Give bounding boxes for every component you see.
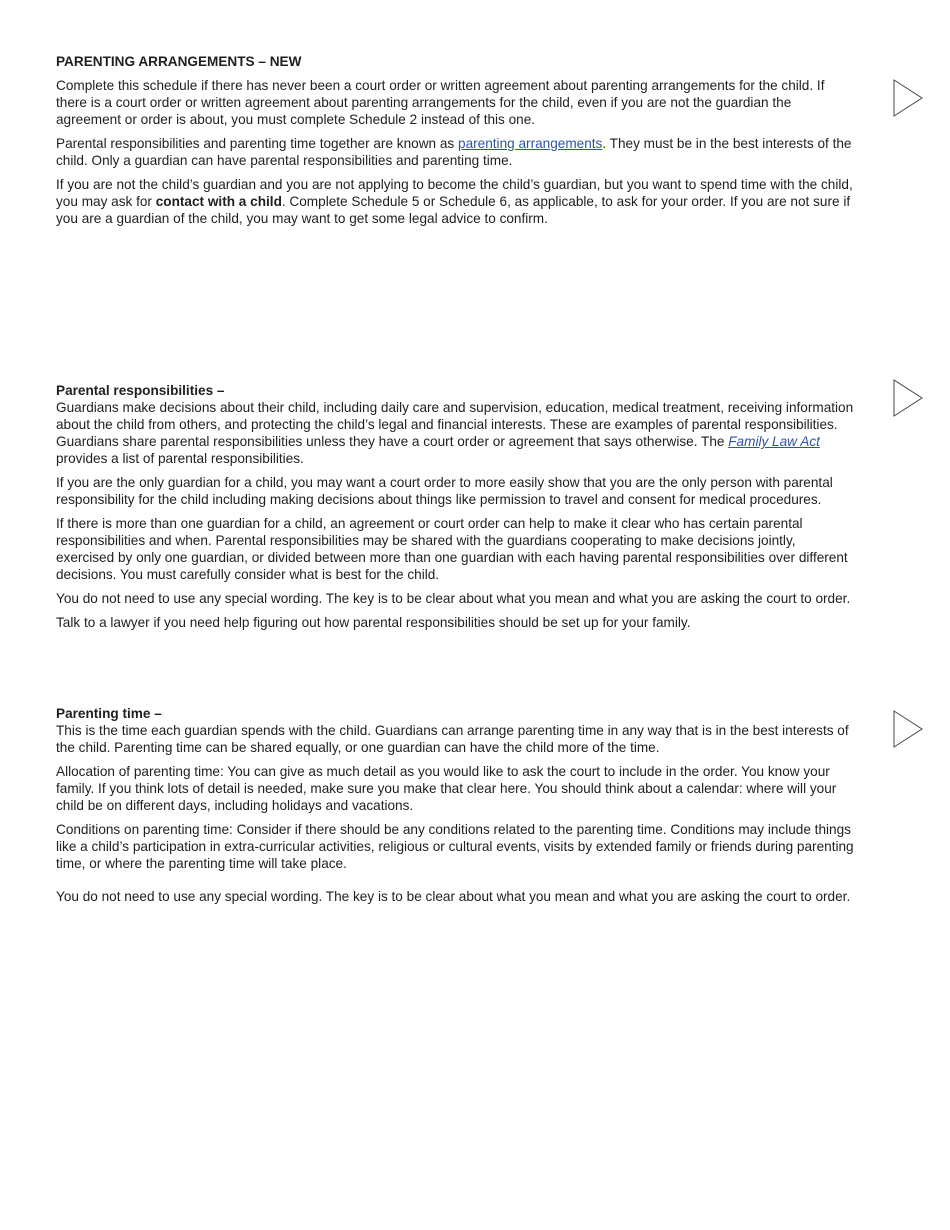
parental-responsibilities-heading: Parental responsibilities –: [56, 383, 225, 398]
section-parenting-arrangements: [56, 53, 856, 234]
play-arrow-icon[interactable]: [893, 710, 923, 748]
talk-to-lawyer-paragraph: Talk to a lawyer if you need help figuring out how parental responsibilities should be set up for your family.: [56, 615, 691, 630]
contact-paragraph: [56, 176, 856, 227]
family-law-act-link[interactable]: Family Law Act: [728, 434, 820, 449]
play-arrow-icon[interactable]: [893, 79, 923, 117]
conditions-paragraph: Conditions on parenting time: Consider if there should be any conditions related to the parenting time. Conditions may include things like a child’s participation in extra-curricular activities, religious or cultural events, visits by extended family or friends during parenting time, or where the parenting time will take place.: [56, 822, 854, 871]
intro-paragraph: Complete this schedule if there has never been a court order or written agreement about parenting arrangements for the child. If there is a court order or written agreement about parenting arrangements for the child, even if you are not the guardian the agreement or order is about, you must complete Schedule 2 instead of this one.: [56, 78, 825, 127]
section-parental-responsibilities: [56, 382, 856, 638]
text-run: Parental responsibilities and parenting time together are known as: [56, 136, 459, 151]
arrangements-paragraph: [56, 135, 856, 169]
text-run: . Complete Schedule 5 or Schedule 6, as applicable, to ask for your order. If you are not sure if you are a guardian of the child, you may want to get some legal advice to confirm.: [56, 194, 851, 226]
page-title: PARENTING ARRANGEMENTS – NEW: [56, 54, 302, 69]
parenting-time-paragraph: This is the time each guardian spends with the child. Guardians can arrange parenting time in any way that is in the best interests of the child. Parenting time can be shared equally, or one guardian can have the child more of the time.: [56, 723, 849, 755]
text-run: If you are not the child’s guardian and you are not applying to become the child’s guardian, but you want to spend time with the child, you may ask for: [56, 177, 853, 209]
responsibilities-paragraph: [56, 399, 856, 467]
allocation-paragraph: Allocation of parenting time: You can give as much detail as you would like to ask the court to include in the order. You know your family. If you think lots of detail is needed, make sure you make that clear here. You should think about a calendar: where will your child be on different days, including holidays and vacations.: [56, 764, 837, 813]
text-run: provides a list of parental responsibilities.: [56, 451, 304, 466]
special-wording-paragraph: You do not need to use any special wording. The key is to be clear about what you mean and what you are asking the court to order.: [56, 889, 851, 904]
special-wording-paragraph: You do not need to use any special wording. The key is to be clear about what you mean and what you are asking the court to order.: [56, 591, 851, 606]
section-parenting-time: [56, 705, 856, 912]
text-run: Guardians make decisions about their child, including daily care and supervision, education, medical treatment, receiving information about the child from others, and protecting the child’s legal and financial interests. These are examples of parental responsibilities. Guardians share parental responsibilities unless they have a court order or agreement that says otherwise. The: [56, 400, 854, 449]
parenting-arrangements-link[interactable]: parenting arrangements: [458, 136, 603, 151]
parenting-time-heading: Parenting time –: [56, 706, 162, 721]
play-arrow-icon[interactable]: [893, 379, 923, 417]
only-guardian-paragraph: If you are the only guardian for a child, you may want a court order to more easily show that you are the only person with parental responsibility for the child including making decisions about things like permission to travel and consent for medical procedures.: [56, 475, 833, 507]
multiple-guardians-paragraph: If there is more than one guardian for a child, an agreement or court order can help to make it clear who has certain parental responsibilities and when. Parental responsibilities may be shared with the guardians cooperating to make decisions jointly, exercised by only one guardian, or divided between more than one guardian with each having parental responsibilities over different decisions. You must carefully consider what is best for the child.: [56, 516, 848, 582]
text-run: . They must be in the best interests of the child. Only a guardian can have parental responsibilities and parenting time.: [56, 136, 852, 168]
contact-with-child-bold: contact with a child: [155, 194, 282, 209]
